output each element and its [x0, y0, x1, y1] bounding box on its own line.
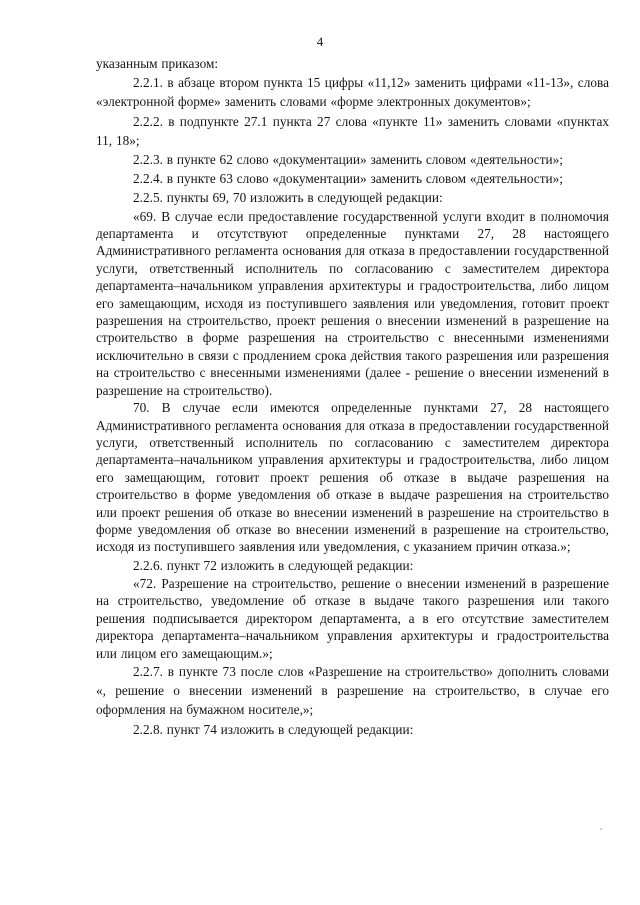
- paragraph-72: «72. Разрешение на строительство, решение о внесении изменений в разрешение на строительство, уведомление об отказе в выдаче такого разрешения или такого решения подписывается директором департамента, а в его отсутствие заместителем директора департамента–начальником управления архитектуры и градостроительства или лицом его замещающим.»;: [96, 575, 609, 661]
- paragraph-2-2-3: 2.2.3. в пункте 62 слово «документации» заменить словом «деятельности»;: [133, 152, 563, 168]
- paragraph-69: «69. В случае если предоставление государственной услуги входит в полномочия департамента и отсутствуют определенные пунктами 27, 28 настоящего Административного регламента основания для отказа в предоставлении государственной услуги, ответственный исполнитель по согласованию с заместителем директора департамента–начальником управления архитектуры и градостроительства, либо лицом его замещающим, исходя из поступившего заявления или уведомления, готовит проект разрешения на строительство, проект решения о внесении изменений в разрешение на строительство в форме разрешения на строительство с внесенными изменениями исключительно в связи с продлением срока действия такого разрешения или разрешения на строительство с внесенными изменениями (далее - решение о внесении изменений в разрешение на строительство).: [96, 208, 609, 398]
- paragraph-2-2-2: 2.2.2. в подпункте 27.1 пункта 27 слова «пункте 11» заменить словами «пунктах 11, 18»;: [96, 113, 609, 148]
- paragraph-2-2-1: 2.2.1. в абзаце втором пункта 15 цифры «11,12» заменить цифрами «11-13», слова «электронной форме» заменить словами «форме электронных документов»;: [96, 75, 609, 110]
- paragraph-2-2-6: 2.2.6. пункт 72 изложить в следующей редакции:: [133, 557, 414, 573]
- page-number: 4: [316, 34, 324, 49]
- scan-speck: [600, 828, 602, 830]
- document-body: [96, 54, 609, 739]
- paragraph-intro: указанным приказом:: [96, 56, 219, 71]
- paragraph-70: 70. В случае если имеются определенные пунктами 27, 28 настоящего Административного регламента основания для отказа в предоставлении государственной услуги, ответственный исполнитель по согласованию с заместителем директора департамента–начальником управления архитектуры и градостроительства, либо лицом его замещающим, готовит проект решения об отказе в выдаче разрешения на строительство в форме уведомления об отказе в выдаче разрешения на строительство или проект решения об отказе во внесении изменений в разрешение на строительство в форме уведомления об отказе во внесении изменений в разрешение на строительство, исходя из поступившего заявления или уведомления, с указанием причин отказа.»;: [96, 400, 609, 555]
- paragraph-2-2-7: 2.2.7. в пункте 73 после слов «Разрешение на строительство» дополнить словами «, решение о внесении изменений в разрешение на строительство, в случае его оформления на бумажном носителе,»;: [96, 663, 609, 718]
- paragraph-2-2-5: 2.2.5. пункты 69, 70 изложить в следующей редакции:: [133, 190, 443, 206]
- paragraph-2-2-4: 2.2.4. в пункте 63 слово «документации» заменить словом «деятельности»;: [133, 171, 563, 187]
- paragraph-2-2-8: 2.2.8. пункт 74 изложить в следующей редакции:: [133, 721, 414, 737]
